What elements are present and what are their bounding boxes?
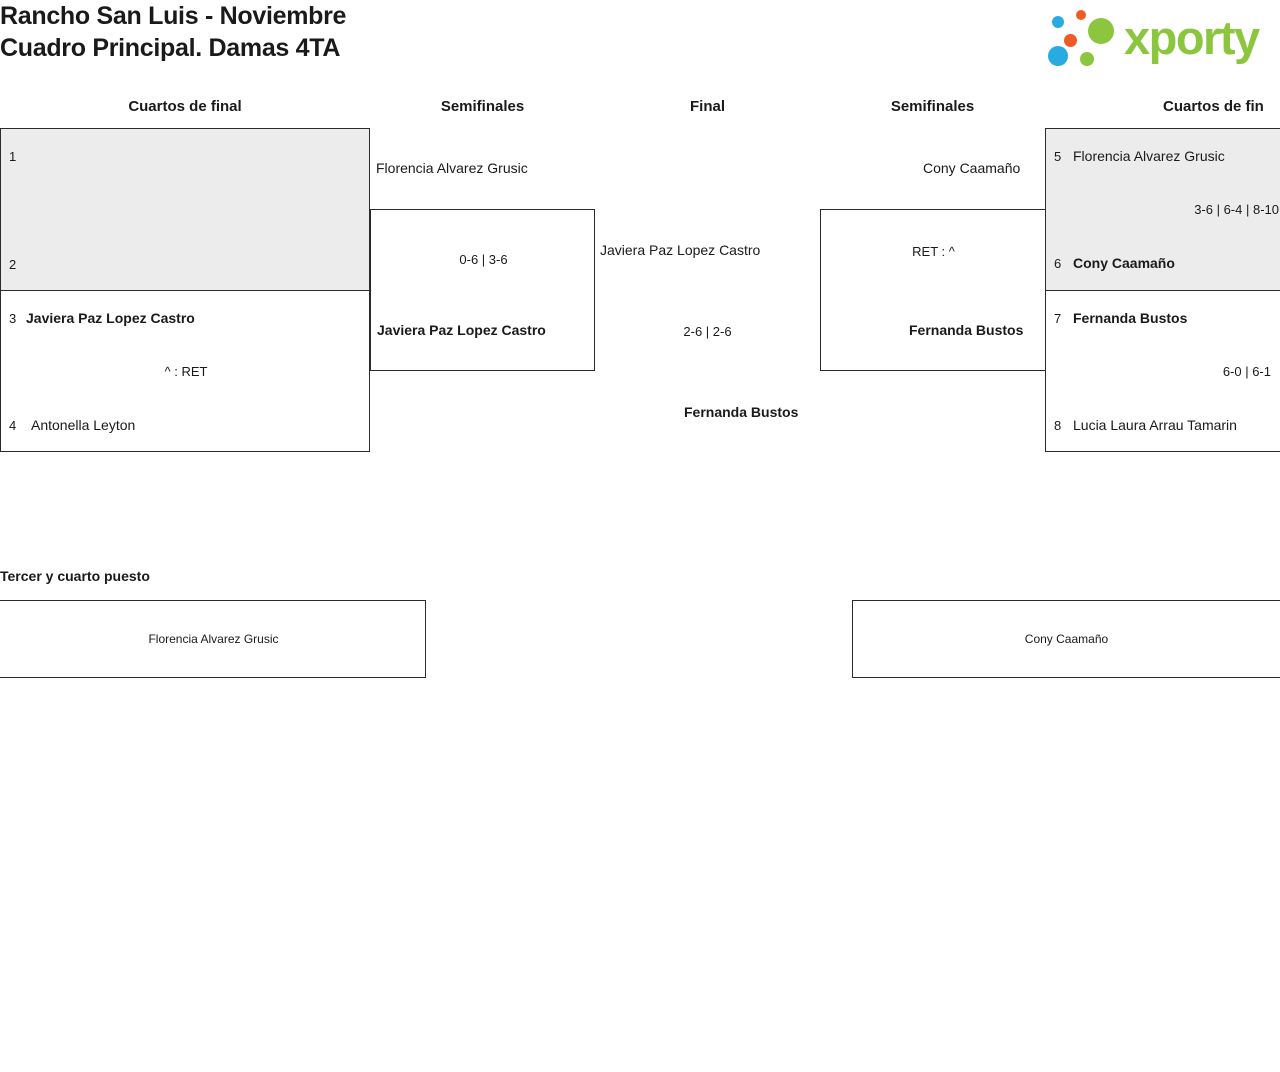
logo-dot-blue-large [1048,46,1068,66]
seed-3: 3 [9,311,17,326]
brand-name: xporty [1124,11,1259,64]
round-title-right-quarters: Cuartos de fin [1163,98,1264,115]
player-left-semifinal-top: Florencia Alvarez Grusic [376,160,528,176]
match-left-qf-2[interactable] [0,290,370,452]
round-title-left-semis: Semifinales [440,98,525,115]
player-right-qf2-top: Fernanda Bustos [1073,310,1188,326]
player-third-place-right: Cony Caamaño [1024,632,1109,646]
seed-6: 6 [1054,256,1062,271]
player-final-top: Javiera Paz Lopez Castro [600,242,761,258]
player-left-semifinal-bottom: Javiera Paz Lopez Castro [377,322,546,338]
score-left-qf2: ^ : RET [164,364,208,379]
score-final: 2-6 | 2-6 [683,324,732,339]
match-right-qf-1[interactable] [1045,128,1280,291]
player-right-semifinal-bottom: Fernanda Bustos [909,322,1024,338]
logo-dot-blue-small [1052,16,1064,28]
logo-dot-green-large [1088,18,1114,44]
player-right-qf2-bottom: Lucia Laura Arrau Tamarin [1073,417,1237,433]
page-title [0,0,346,64]
seed-4: 4 [9,418,17,433]
seed-5: 5 [1054,149,1062,164]
logo-dot-orange-small [1076,10,1086,20]
match-left-qf-1[interactable] [0,128,370,291]
round-title-left-quarters: Cuartos de final [128,98,242,115]
player-right-semifinal-top: Cony Caamaño [923,160,1021,176]
player-left-qf2-top: Javiera Paz Lopez Castro [26,310,195,326]
round-title-final: Final [689,98,725,115]
round-title-right-semis: Semifinales [890,98,975,115]
score-right-qf2: 6-0 | 6-1 [1222,364,1271,379]
score-right-semifinal: RET : ^ [912,244,955,259]
score-right-qf1: 3-6 | 6-4 | 8-10 [1194,202,1279,217]
match-right-semifinal[interactable] [820,209,1046,371]
player-right-qf1-bottom: Cony Caamaño [1073,255,1175,271]
match-left-semifinal[interactable] [370,209,595,371]
match-third-place-left[interactable] [0,600,426,678]
match-third-place-right[interactable] [852,600,1280,678]
seed-7: 7 [1054,311,1062,326]
player-third-place-left: Florencia Alvarez Grusic [148,632,279,646]
title-line-2: Cuadro Principal. Damas 4TA [0,34,341,62]
player-left-qf2-bottom: Antonella Leyton [31,417,136,433]
logo-dot-orange-mid [1064,34,1077,47]
title-line-1: Rancho San Luis - Noviembre [0,2,347,30]
seed-8: 8 [1054,418,1062,433]
seed-1: 1 [9,149,17,164]
score-left-semifinal: 0-6 | 3-6 [459,252,508,267]
player-right-qf1-top: Florencia Alvarez Grusic [1073,148,1225,164]
third-place-label: Tercer y cuarto puesto [0,568,150,584]
match-right-qf-2[interactable] [1045,290,1280,452]
logo-dot-green-small [1080,52,1094,66]
seed-2: 2 [9,257,17,272]
xporty-logo[interactable] [1046,8,1278,70]
player-final-bottom: Fernanda Bustos [684,404,799,420]
